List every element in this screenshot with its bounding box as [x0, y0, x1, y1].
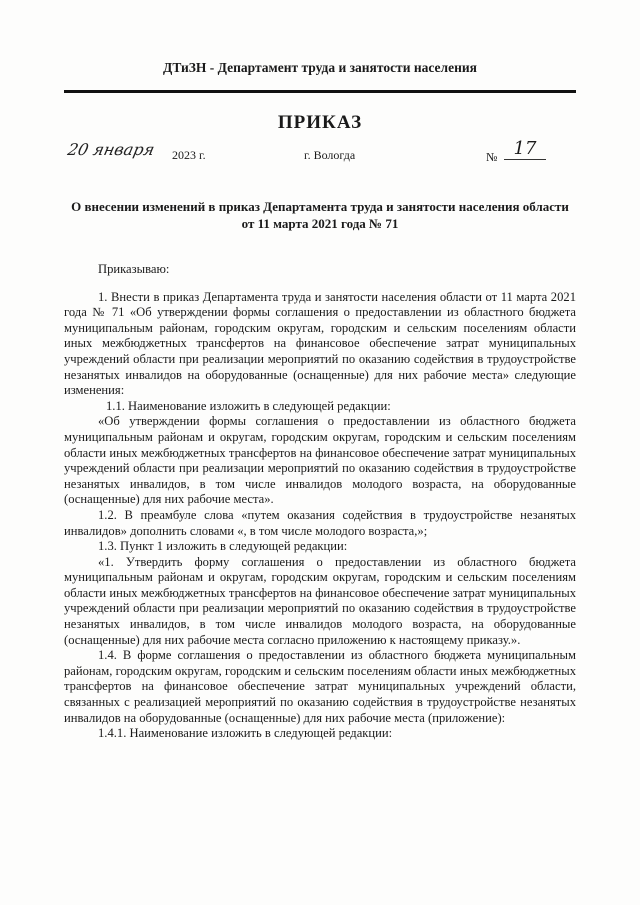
paragraph-1-2: 1.2. В преамбуле слова «путем оказания содействия в трудоустройстве незанятых инвалидов» дополнить словами «, в том числе молодого возраста,»; [64, 507, 576, 538]
document-meta-row [64, 138, 576, 172]
document-body [64, 262, 576, 742]
paragraph-1-3-quote: «1. Утвердить форму соглашения о предоставлении из областного бюджета муниципальным районам и округам, городским округам, городским и сельским поселениям области иных межбюджетных трансфертов на финансовое обеспечение затрат муниципальных учреждений области при реализации мероприятий по оказанию содействия в трудоустройстве незанятых инвалидов, в том числе инвалидов молодого возраста, на оборудованные (оснащенные) для них рабочие места согласно приложению к настоящему приказу.». [64, 554, 576, 647]
paragraph-1-1-quote: «Об утверждении формы соглашения о предоставлении из областного бюджета муниципальным районам и округам, городским округам, городским и сельским поселениям области иных межбюджетных трансфертов на финансовое обеспечение затрат муниципальных учреждений области при реализации мероприятий по оказанию содействия в трудоустройстве незанятых инвалидов, в том числе инвалидов молодого возраста, на оборудованные (оснащенные) для них рабочие места». [64, 414, 576, 507]
handwritten-date: 20 января [65, 140, 157, 159]
paragraph-1-3: 1.3. Пункт 1 изложить в следующей редакции: [98, 539, 348, 554]
paragraph-1: 1. Внести в приказ Департамента труда и занятости населения области от 11 марта 2021 года № 71 «Об утверждении формы соглашения о предоставлении из областного бюджета муниципальным районам, городским округам, городским и сельским поселениям области иных межбюджетных трансфертов на финансовое обеспечение затрат муниципальных учреждений области при реализации мероприятий по оказанию содействия в трудоустройстве незанятых инвалидов на оборудованные (оснащенные) для них рабочие места» следующие изменения: [64, 289, 576, 398]
document-type-title: ПРИКАЗ [277, 112, 363, 133]
handwritten-number: 17 [504, 138, 546, 160]
number-label: № [486, 150, 498, 164]
paragraph-1-1: 1.1. Наименование изложить в следующей редакции: [106, 398, 391, 413]
header-divider [64, 90, 576, 93]
document-subject: О внесении изменений в приказ Департамента труда и занятости населения области от 11 марта 2021 года № 71 [71, 199, 569, 231]
date-year: 2023 г. [172, 148, 206, 162]
order-intro: Приказываю: [98, 262, 170, 276]
city-label: г. Вологда [304, 148, 356, 162]
paragraph-1-4: 1.4. В форме соглашения о предоставлении из областного бюджета муниципальным районам, городским округам, городским и сельским поселениям области иных межбюджетных трансфертов на финансовое обеспечение затрат муниципальных учреждений области, связанных с реализацией мероприятий по оказанию содействия в трудоустройстве незанятых инвалидов на оборудованные (оснащенные) для них рабочие места (приложение): [64, 648, 576, 725]
organization-header: ДТиЗН - Департамент труда и занятости населения [163, 60, 477, 75]
paragraph-1-4-1: 1.4.1. Наименование изложить в следующей редакции: [98, 726, 393, 741]
